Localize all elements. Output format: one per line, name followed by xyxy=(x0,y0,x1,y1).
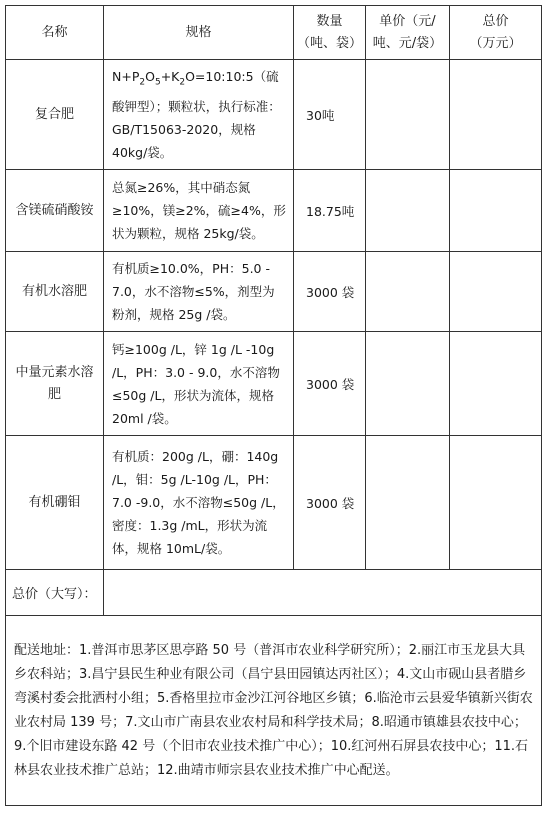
total-in-words-label: 总价（大写）： xyxy=(6,570,104,616)
item-unit-price xyxy=(366,436,450,570)
col-header-price: 单价（元/ 吨、元/袋） xyxy=(366,6,450,60)
col-header-total: 总价 （万元） xyxy=(450,6,542,60)
item-total xyxy=(450,332,542,436)
table-row xyxy=(6,436,542,570)
item-unit-price xyxy=(366,170,450,252)
item-spec: 有机质：200g /L，硼：140g /L，钼：5g /L-10g /L，PH：7.0 -9.0，水不溶物≤50g /L，密度：1.3g /mL，形状为流体，规格 10mL/袋。 xyxy=(104,436,294,570)
item-total xyxy=(450,170,542,252)
item-qty: 3000 袋 xyxy=(294,436,366,570)
item-name: 有机硼钼 xyxy=(6,436,104,570)
item-spec: 有机质≥10.0%，PH：5.0 - 7.0，水不溶物≤5%，剂型为粉剂，规格 25g /袋。 xyxy=(104,252,294,332)
procurement-table xyxy=(5,5,542,806)
table-row xyxy=(6,60,542,170)
item-total xyxy=(450,60,542,170)
item-total xyxy=(450,436,542,570)
col-header-qty: 数量 （吨、袋） xyxy=(294,6,366,60)
item-name: 有机水溶肥 xyxy=(6,252,104,332)
item-name: 复合肥 xyxy=(6,60,104,170)
item-name: 中量元素水溶肥 xyxy=(6,332,104,436)
col-header-spec: 规格 xyxy=(104,6,294,60)
delivery-addresses: 配送地址：1.普洱市思茅区思亭路 50 号（普洱市农业科学研究所）；2.丽江市玉龙县大具乡农科站；3.昌宁县民生种业有限公司（昌宁县田园镇达丙社区）；4.文山市砚山县者腊乡弯溪村委会批洒村小组；5.香格里拉市金沙江河谷地区乡镇；6.临沧市云县爱华镇新兴街农业农村局 139 号；7.文山市广南县农业农村局和科学技术局；8.昭通市镇雄县农技中心；9.个旧市建设东路 42 号（个旧市农业技术推广中心）；10.红河州石屏县农技中心；11.石林县农业技术推广总站；12.曲靖市师宗县农业技术推广中心配送。 xyxy=(6,616,542,806)
item-qty: 3000 袋 xyxy=(294,332,366,436)
table-row xyxy=(6,332,542,436)
table-row xyxy=(6,252,542,332)
item-unit-price xyxy=(366,332,450,436)
delivery-row xyxy=(6,616,542,806)
item-name: 含镁硫硝酸铵 xyxy=(6,170,104,252)
item-qty: 3000 袋 xyxy=(294,252,366,332)
total-row xyxy=(6,570,542,616)
item-total xyxy=(450,252,542,332)
item-qty: 30吨 xyxy=(294,60,366,170)
table-row xyxy=(6,170,542,252)
col-header-name: 名称 xyxy=(6,6,104,60)
item-spec: 钙≥100g /L，锌 1g /L -10g /L，PH：3.0 - 9.0，水不溶物≤50g /L，形状为流体，规格 20ml /袋。 xyxy=(104,332,294,436)
item-unit-price xyxy=(366,60,450,170)
total-in-words-field[interactable] xyxy=(104,570,542,616)
item-spec: $N+P_2O_5+K_2O=10:10:5$（硫酸钾型）；颗粒状，执行标准：GB/T15063-2020，规格40kg/袋。 xyxy=(104,60,294,170)
header-row xyxy=(6,6,542,60)
item-unit-price xyxy=(366,252,450,332)
item-spec: 总氮≥26%，其中硝态氮≥10%，镁≥2%，硫≥4%，形状为颗粒，规格 25kg/袋。 xyxy=(104,170,294,252)
item-qty: 18.75吨 xyxy=(294,170,366,252)
